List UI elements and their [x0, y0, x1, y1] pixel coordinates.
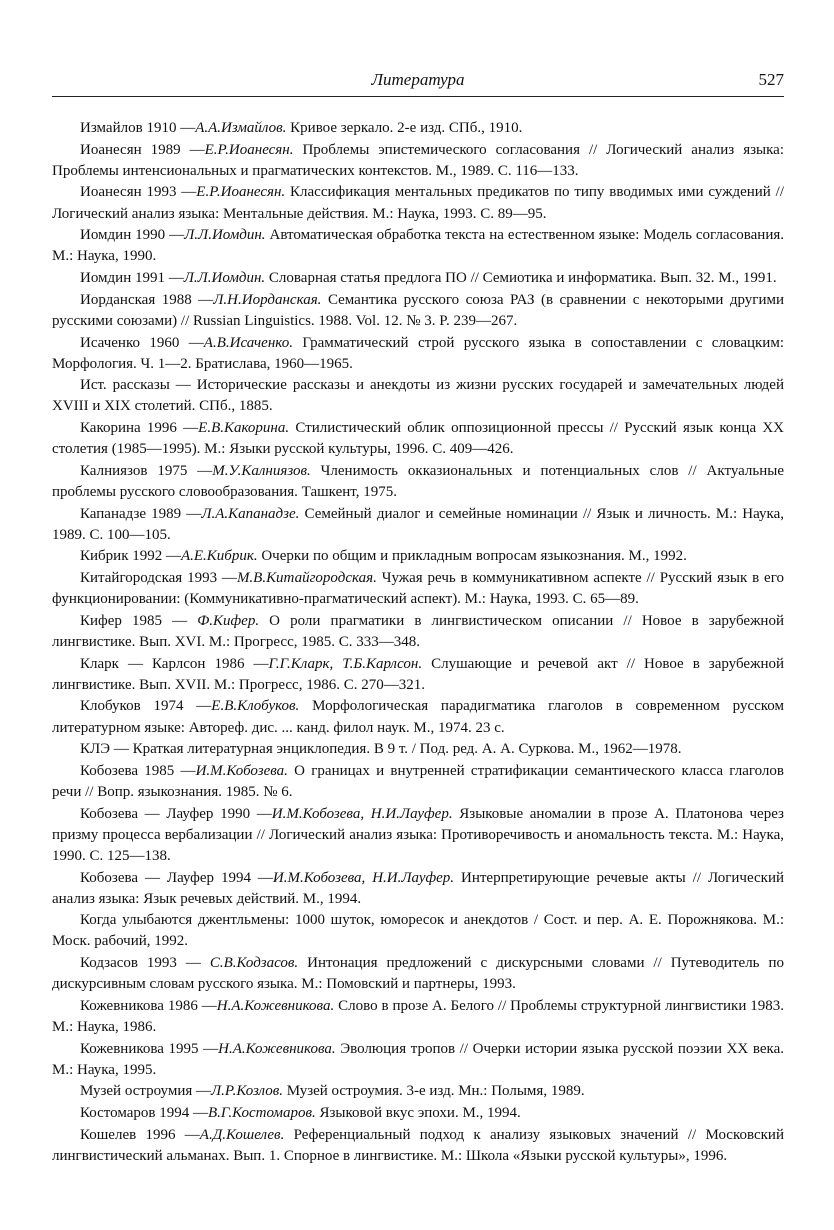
- entry-key: Кошелев 1996 —: [80, 1126, 200, 1143]
- bibliography-entry: [52, 868, 784, 910]
- entry-author: Е.Р.Иоанесян.: [204, 141, 294, 158]
- entry-text: Музей остроумия. 3-е изд. Мн.: Полымя, 1989.: [282, 1083, 585, 1100]
- entry-text: О границах и внутренней стратификации семантического класса глаголов речи // Вопр. языкознания. 1985. № 6.: [52, 762, 784, 800]
- entry-author: А.А.Измайлов.: [195, 120, 287, 136]
- entry-key: Исаченко 1960 —: [80, 334, 204, 351]
- running-header: [52, 70, 784, 92]
- entry-key: Калниязов 1975 —: [80, 462, 213, 479]
- bibliography-entry: [52, 333, 784, 375]
- bibliography-list: [52, 118, 784, 1168]
- entry-text: Стилистический облик оппозиционной прессы // Русский язык конца XX столетия (1985—1995). М.: Языки русской культуры, 1996. С. 409—426.: [52, 420, 784, 458]
- entry-key: Какорина 1996 —: [80, 420, 199, 437]
- entry-text: Семантика русского союза РАЗ (в сравнении с некоторыми другими русскими союзами) // Russian Linguistics. 1988. Vol. 12. № 3. P. 239—267.: [52, 291, 784, 329]
- entry-key: Иоанесян 1993 —: [80, 184, 197, 201]
- entry-author: И.М.Кобозева, Н.И.Лауфер.: [271, 805, 453, 822]
- entry-key: Измайлов 1910 —: [80, 120, 196, 136]
- bibliography-entry: [52, 182, 784, 224]
- bibliography-entry: [52, 418, 784, 460]
- entry-key: Кодзасов 1993 —: [80, 955, 210, 972]
- entry-text: Классификация ментальных предикатов по типу вводимых ими суждений // Логический анализ языка: Ментальные действия. М.: Наука, 1993. С. 89—95.: [52, 184, 784, 222]
- entry-text: Интерпретирующие речевые акты // Логический анализ языка: Язык речевых действий. М., 1994.: [52, 869, 784, 907]
- entry-key: Иомдин 1990 —: [80, 227, 185, 244]
- bibliography-entry: [52, 654, 784, 696]
- bibliography-entry: [52, 1125, 784, 1167]
- entry-author: Г.Г.Кларк, Т.Б.Карлсон.: [268, 655, 423, 672]
- entry-text: Кривое зеркало. 2-е изд. СПб., 1910.: [286, 120, 523, 136]
- entry-text: Языковые аномалии в прозе А. Платонова через призму процесса вербализации // Логический анализ языка: Противоречивость и аномальность текста. М.: Наука, 1990. С. 125—138.: [52, 805, 784, 864]
- bibliography-entry: [52, 910, 784, 952]
- entry-key: Иоанесян 1989 —: [80, 141, 205, 158]
- entry-key: Кожевникова 1986 —: [80, 997, 217, 1014]
- bibliography-entry: [52, 290, 784, 332]
- entry-text: Словарная статья предлога ПО // Семиотика и информатика. Вып. 32. М., 1991.: [265, 270, 777, 287]
- entry-key: Иорданская 1988 —: [80, 291, 214, 308]
- entry-author: А.В.Исаченко.: [203, 334, 293, 351]
- header-rule: [52, 96, 784, 97]
- entry-key: Капанадзе 1989 —: [80, 505, 202, 522]
- running-title: Литература: [371, 70, 465, 89]
- entry-key: Костомаров 1994 —: [80, 1105, 208, 1122]
- entry-text: Исторические рассказы и анекдоты из жизни русских государей и замечательных людей XVIII и XIX столетий. СПб., 1885.: [52, 377, 784, 415]
- entry-text: Референциальный подход к анализу языковых значений // Московский лингвистический альманах. Вып. 1. Спорное в лингвистике. М.: Школа «Языки русской культуры», 1996.: [52, 1126, 784, 1164]
- entry-key: Кифер 1985 —: [80, 612, 198, 629]
- entry-author: Л.Р.Козлов.: [211, 1083, 283, 1100]
- entry-author: С.В.Кодзасов.: [209, 955, 299, 972]
- entry-key: Ист. рассказы —: [80, 377, 197, 394]
- bibliography-entry: [52, 1103, 784, 1124]
- bibliography-entry: [52, 504, 784, 546]
- entry-author: В.Г.Костомаров.: [208, 1105, 316, 1122]
- bibliography-entry: [52, 225, 784, 267]
- bibliography-entry: [52, 804, 784, 867]
- entry-text: Семейный диалог и семейные номинации // Язык и личность. М.: Наука, 1989. С. 100—105.: [52, 505, 784, 543]
- entry-author: И.М.Кобозева, Н.И.Лауфер.: [272, 869, 455, 886]
- bibliography-entry: [52, 1081, 784, 1102]
- entry-key: Кларк — Карлсон 1986 —: [80, 655, 269, 672]
- entry-author: Е.В.Какорина.: [198, 420, 290, 437]
- entry-text: Эволюция тропов // Очерки истории языка русской поэзии XX века. М.: Наука, 1995.: [52, 1040, 784, 1078]
- entry-text: Членимость окказиональных и потенциальных слов // Актуальные проблемы русского словообразования. Ташкент, 1975.: [52, 462, 785, 500]
- entry-author: Ф.Кифер.: [197, 612, 260, 629]
- entry-key: Кобозева — Лауфер 1990 —: [80, 805, 272, 822]
- bibliography-entry: [52, 140, 784, 182]
- page-number: 527: [758, 70, 784, 89]
- entry-text: Когда улыбаются джентльмены: 1000 шуток, юморесок и анекдотов / Сост. и пер. А. Е. Порожнякова. М.: Моск. рабочий, 1992.: [52, 912, 784, 950]
- bibliography-entry: [52, 953, 784, 995]
- bibliography-entry: [52, 568, 784, 610]
- bibliography-entry: [52, 761, 784, 803]
- entry-text: Интонация предложений с дискурсными словами // Путеводитель по дискурсивным словам русского языка. М.: Помовский и партнеры, 1993.: [52, 955, 784, 993]
- entry-author: Л.Н.Иорданская.: [213, 291, 322, 308]
- entry-key: Китайгородская 1993 —: [80, 570, 237, 587]
- bibliography-entry: [52, 546, 784, 567]
- entry-key: Иомдин 1991 —: [80, 270, 184, 287]
- entry-text: Языковой вкус эпохи. М., 1994.: [315, 1105, 521, 1122]
- entry-text: Автоматическая обработка текста на естественном языке: Модель согласования. М.: Наука, 1990.: [52, 227, 784, 265]
- entry-author: Н.А.Кожевникова.: [216, 997, 335, 1014]
- entry-author: А.Д.Кошелев.: [199, 1126, 285, 1143]
- bibliography-entry: [52, 118, 784, 139]
- bibliography-entry: [52, 739, 784, 760]
- entry-author: Л.А.Капанадзе.: [201, 505, 300, 522]
- entry-text: О роли прагматики в лингвистическом описании // Новое в зарубежной лингвистике. Вып. XVI. М.: Прогресс, 1985. С. 333—348.: [52, 612, 784, 650]
- entry-author: М.У.Калниязов.: [212, 462, 311, 479]
- entry-author: М.В.Китайгородская.: [236, 570, 377, 587]
- entry-text: Краткая литературная энциклопедия. В 9 т. / Под. ред. А. А. Суркова. М., 1962—1978.: [132, 741, 682, 758]
- bibliography-entry: [52, 461, 784, 503]
- entry-text: Слово в прозе А. Белого // Проблемы структурной лингвистики 1983. М.: Наука, 1986.: [52, 997, 784, 1035]
- bibliography-entry: [52, 996, 784, 1038]
- entry-author: Е.В.Клобуков.: [211, 698, 300, 715]
- entry-text: Морфологическая парадигматика глаголов в современном русском литературном языке: Автореф. дис. ... канд. филол наук. М., 1974. 23 с.: [52, 698, 784, 736]
- entry-key: Кобозева — Лауфер 1994 —: [80, 869, 273, 886]
- entry-text: Слушающие и речевой акт // Новое в зарубежной лингвистике. Вып. XVII. М.: Прогресс, 1986. С. 270—321.: [52, 655, 784, 693]
- entry-key: Музей остроумия —: [80, 1083, 211, 1100]
- entry-author: Е.Р.Иоанесян.: [196, 184, 286, 201]
- entry-text: Грамматический строй русского языка в сопоставлении с словацким: Морфология. Ч. 1—2. Братислава, 1960—1965.: [52, 334, 784, 372]
- entry-text: Очерки по общим и прикладным вопросам языкознания. М., 1992.: [257, 548, 687, 565]
- bibliography-entry: [52, 268, 784, 289]
- entry-text: Проблемы эпистемического согласования // Логический анализ языка: Проблемы интенсиональных и прагматических контекстов. М., 1989. С. 116—133.: [52, 141, 784, 179]
- entry-key: Кожевникова 1995 —: [80, 1040, 219, 1057]
- entry-key: Кибрик 1992 —: [80, 548, 181, 565]
- bibliography-entry: [52, 696, 784, 738]
- entry-author: А.Е.Кибрик.: [180, 548, 258, 565]
- entry-key: Клобуков 1974 —: [80, 698, 212, 715]
- entry-author: Н.А.Кожевникова.: [218, 1040, 336, 1057]
- entry-text: Чужая речь в коммуникативном аспекте // Русский язык в его функционировании: (Коммуникативно-прагматический аспект). М.: Наука, 1993. С. 65—89.: [52, 570, 784, 608]
- entry-author: Л.Л.Иомдин.: [183, 270, 266, 287]
- bibliography-entry: [52, 375, 784, 417]
- bibliography-entry: [52, 611, 784, 653]
- entry-author: Л.Л.Иомдин.: [184, 227, 266, 244]
- entry-author: И.М.Кобозева.: [195, 762, 288, 779]
- entry-key: Кобозева 1985 —: [80, 762, 196, 779]
- entry-key: КЛЭ —: [80, 741, 133, 758]
- bibliography-entry: [52, 1039, 784, 1081]
